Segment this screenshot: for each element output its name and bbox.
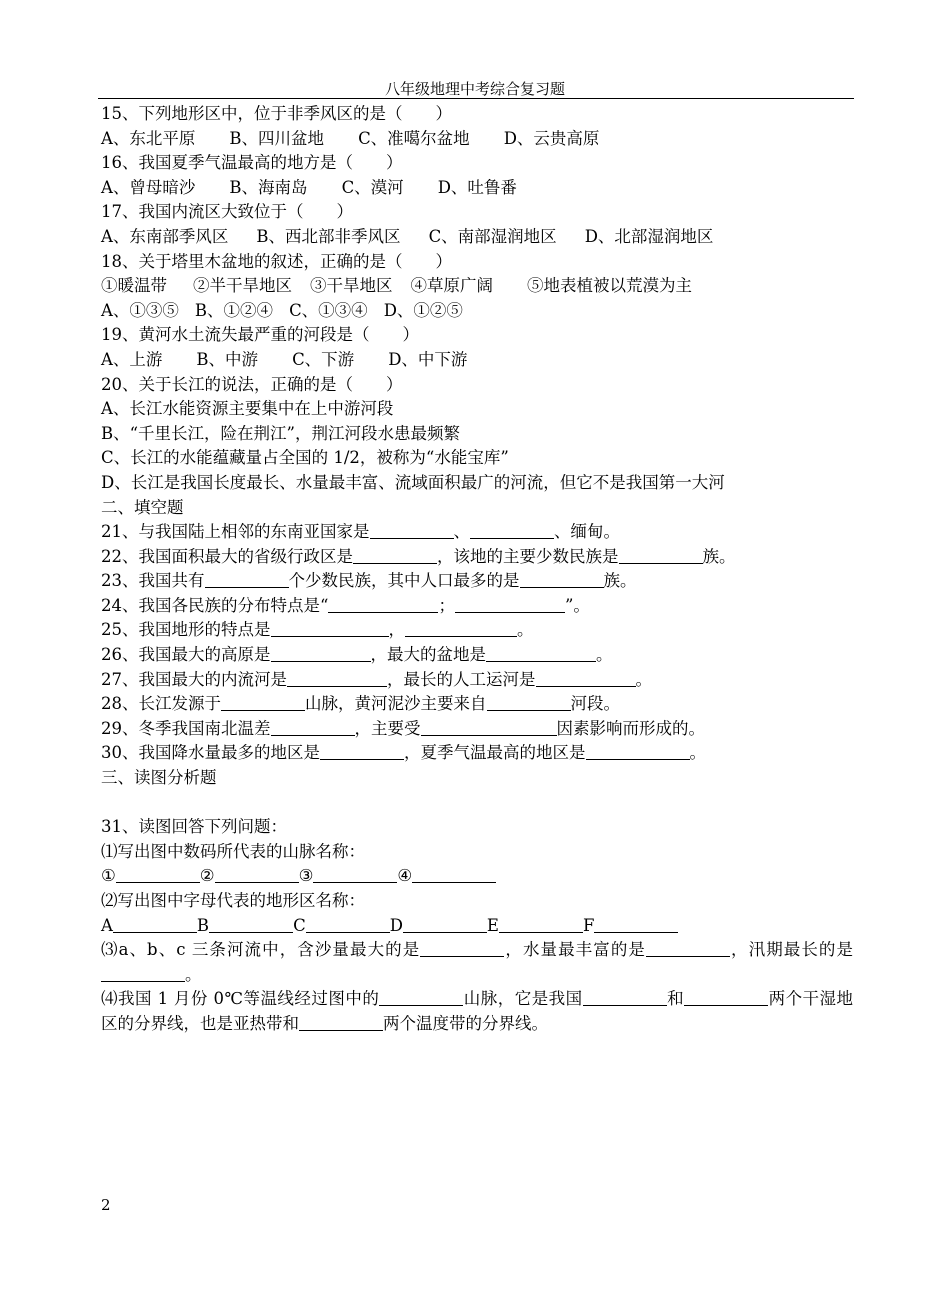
q17-options	[101, 225, 853, 250]
q24-text-c: ”。	[564, 595, 590, 615]
q20-option-a: A、长江水能资源主要集中在上中游河段	[101, 399, 394, 419]
q31-p4-text-d: 两个干湿地区的分界线，也是亚热带和	[101, 989, 854, 1033]
q28-text-c: 河段。	[570, 694, 620, 714]
q22-text-b: ，该地的主要少数民族是	[437, 546, 619, 566]
q29-blank-1	[271, 718, 355, 736]
q21	[101, 520, 853, 545]
q30-blank-2	[586, 743, 690, 761]
q23-text-c: 族。	[603, 571, 637, 591]
q17-option-c: C、南部湿润地区	[428, 226, 557, 246]
q31-stem: 31、读图回答下列问题：	[101, 817, 287, 837]
q20-option-b: B、“千里长江，险在荆江”，荆江河段水患最频繁	[101, 423, 460, 443]
q18-statement-1: ①暖温带	[101, 276, 167, 296]
q27-blank-1	[287, 669, 387, 687]
q31-label-f: F	[582, 915, 595, 935]
q15-options	[101, 127, 853, 152]
q31-blank-region-c	[306, 915, 390, 933]
q31-p3-blank-3	[101, 964, 185, 982]
q22-blank-2	[619, 546, 703, 564]
q19-option-c: C、下游	[292, 349, 355, 369]
q18-option-a: A、①③⑤	[101, 300, 179, 320]
q31-p3-text-a: ⑶a、b、c 三条河流中，含沙量最大的是	[101, 940, 421, 960]
q31-p4-blank-2	[583, 989, 667, 1007]
q30	[101, 741, 853, 766]
q18-statement-2: ②半干旱地区	[193, 276, 292, 296]
q31-label-4: ④	[397, 866, 413, 886]
q17-option-b: B、西北部非季风区	[256, 226, 401, 246]
q31-p4-text-c: 和	[666, 989, 685, 1009]
q18-option-c: C、①③④	[289, 300, 368, 320]
q31-p3-text-c: ，汛期最长的是	[729, 940, 854, 960]
q23-text-a: 23、我国共有	[101, 571, 205, 591]
q31-blank-region-d	[403, 915, 487, 933]
q25-text-b: ，	[388, 620, 405, 640]
q26-text-c: 。	[596, 645, 613, 665]
q20-option-c: C、长江的水能蕴藏量占全国的 1/2，被称为“水能宝库”	[101, 448, 509, 468]
q21-text-a: 21、与我国陆上相邻的东南亚国家是	[101, 522, 370, 542]
q16-options	[101, 176, 853, 201]
q27-text-b: ，最长的人工运河是	[387, 669, 536, 689]
q29	[101, 717, 853, 742]
q31-blank-mountain-4	[412, 866, 496, 884]
header-rule	[98, 98, 854, 99]
q28-blank-2	[487, 694, 571, 712]
page-number: 2	[101, 1196, 111, 1214]
q31-label-d: D	[389, 915, 403, 935]
q30-text-c: 。	[689, 743, 706, 763]
q18-option-b: B、①②④	[194, 300, 274, 320]
q31-blank-mountain-3	[313, 866, 397, 884]
q31-p4-text-e: 两个温度带的分界线。	[383, 1013, 548, 1033]
q31-p4-blank-3	[684, 989, 768, 1007]
q18-statement-4: ④草原广阔	[410, 276, 493, 296]
q25	[101, 618, 853, 643]
q28	[101, 692, 853, 717]
q27	[101, 668, 853, 693]
q25-blank-1	[271, 620, 389, 638]
q31-blank-region-f	[594, 915, 678, 933]
q31-p3-text-d: 。	[185, 964, 202, 984]
q31-p4-blank-4	[299, 1013, 383, 1031]
q29-text-b: ，主要受	[354, 718, 421, 738]
q15-option-a: A、东北平原	[101, 128, 196, 148]
q17-option-d: D、北部湿润地区	[584, 226, 714, 246]
exam-content	[101, 102, 853, 1037]
q17-option-a: A、东南部季风区	[101, 226, 229, 246]
q31-blank-region-b	[209, 915, 293, 933]
q31-part1-prompt: ⑴写出图中数码所代表的山脉名称：	[101, 841, 365, 861]
q26	[101, 643, 853, 668]
q31-label-b: B	[196, 915, 210, 935]
q18-statement-3: ③干旱地区	[310, 276, 393, 296]
q26-blank-2	[486, 645, 596, 663]
q28-text-a: 28、长江发源于	[101, 694, 221, 714]
q31-p3-text-b: ，水量最丰富的是	[504, 940, 646, 960]
q24-blank-1	[328, 595, 438, 613]
q21-blank-2	[470, 522, 554, 540]
q20-stem: 20、关于长江的说法，正确的是（ ）	[101, 374, 403, 394]
q16-option-d: D、吐鲁番	[437, 177, 517, 197]
q31-p4-text-a: ⑷我国 1 月份 0℃等温线经过图中的	[101, 989, 380, 1009]
q16-option-a: A、曾母暗沙	[101, 177, 196, 197]
section-2-title: 二、填空题	[101, 497, 184, 517]
q24-text-a: 24、我国各民族的分布特点是“	[101, 595, 329, 615]
q31-part3	[101, 938, 853, 987]
q31-part1-blanks	[101, 864, 853, 889]
q31-part2-prompt: ⑵写出图中字母代表的地形区名称：	[101, 891, 365, 910]
q31-label-3: ③	[298, 866, 314, 886]
q21-blank-1	[370, 522, 454, 540]
q31-label-e: E	[486, 915, 499, 935]
q29-text-c: 因素影响而形成的。	[556, 718, 705, 738]
q19-option-d: D、中下游	[388, 349, 468, 369]
q28-text-b: 山脉，黄河泥沙主要来自	[305, 694, 487, 714]
q19-option-b: B、中游	[196, 349, 259, 369]
q16-option-c: C、漠河	[341, 177, 404, 197]
q26-text-a: 26、我国最大的高原是	[101, 645, 271, 665]
q19-option-a: A、上游	[101, 349, 163, 369]
q18-statements	[101, 274, 853, 299]
q15-option-b: B、四川盆地	[229, 128, 325, 148]
q29-text-a: 29、冬季我国南北温差	[101, 718, 271, 738]
q18-option-d: D、①②⑤	[383, 300, 463, 320]
q31-label-2: ②	[199, 866, 215, 886]
q20-option-d: D、长江是我国长度最长、水量最丰富、流域面积最广的河流，但它不是我国第一大河	[101, 472, 725, 492]
section-3-title: 三、读图分析题	[101, 768, 217, 788]
q31-p4-text-b: 山脉，它是我国	[463, 989, 583, 1009]
q23-blank-1	[205, 571, 289, 589]
q27-blank-2	[536, 669, 636, 687]
q15-option-d: D、云贵高原	[503, 128, 600, 148]
q31-blank-mountain-2	[215, 866, 299, 884]
q18-statement-5: ⑤地表植被以荒漠为主	[527, 276, 692, 296]
q31-p3-blank-1	[420, 940, 504, 958]
q19-options	[101, 348, 853, 373]
q18-options	[101, 299, 853, 324]
q25-text-a: 25、我国地形的特点是	[101, 620, 271, 640]
q31-blank-region-a	[113, 915, 197, 933]
q16-option-b: B、海南岛	[229, 177, 308, 197]
q19-stem: 19、黄河水土流失最严重的河段是（ ）	[101, 325, 419, 345]
q22-text-a: 22、我国面积最大的省级行政区是	[101, 546, 353, 566]
q31-p4-blank-1	[379, 989, 463, 1007]
q21-text-b: 、	[453, 522, 470, 542]
q24	[101, 594, 853, 619]
q25-blank-2	[405, 620, 517, 638]
q23-blank-2	[520, 571, 604, 589]
q15-stem: 15、下列地形区中，位于非季风区的是（ ）	[101, 104, 452, 123]
q16-stem: 16、我国夏季气温最高的地方是（ ）	[101, 153, 403, 173]
q30-blank-1	[320, 743, 404, 761]
q23	[101, 569, 853, 594]
q31-label-1: ①	[101, 866, 116, 886]
q22-blank-1	[353, 546, 437, 564]
q15-option-c: C、准噶尔盆地	[358, 128, 470, 148]
q22-text-c: 族。	[702, 546, 736, 566]
q21-text-c: 、缅甸。	[554, 522, 620, 542]
blank-line	[101, 791, 853, 816]
q30-text-a: 30、我国降水量最多的地区是	[101, 743, 320, 763]
q31-label-c: C	[293, 915, 306, 935]
q25-text-c: 。	[517, 620, 534, 640]
q23-text-b: 个少数民族，其中人口最多的是	[288, 571, 520, 591]
q31-blank-region-e	[499, 915, 583, 933]
q22	[101, 545, 853, 570]
q27-text-a: 27、我国最大的内流河是	[101, 669, 287, 689]
q26-text-b: ，最大的盆地是	[370, 645, 486, 665]
q26-blank-1	[271, 645, 371, 663]
q24-blank-2	[455, 595, 565, 613]
page-header-title: 八年级地理中考综合复习题	[384, 80, 565, 98]
q31-part2-blanks	[101, 914, 853, 939]
q18-stem: 18、关于塔里木盆地的叙述，正确的是（ ）	[101, 251, 452, 271]
q24-text-b: ；	[438, 595, 455, 615]
q31-label-a: A	[101, 915, 113, 935]
q17-stem: 17、我国内流区大致位于（ ）	[101, 202, 353, 222]
q31-part4	[101, 987, 853, 1036]
q31-p3-blank-2	[646, 940, 730, 958]
q31-blank-mountain-1	[116, 866, 200, 884]
q30-text-b: ，夏季气温最高的地区是	[404, 743, 586, 763]
q27-text-c: 。	[635, 669, 652, 689]
q29-blank-2	[421, 718, 557, 736]
q28-blank-1	[221, 694, 305, 712]
